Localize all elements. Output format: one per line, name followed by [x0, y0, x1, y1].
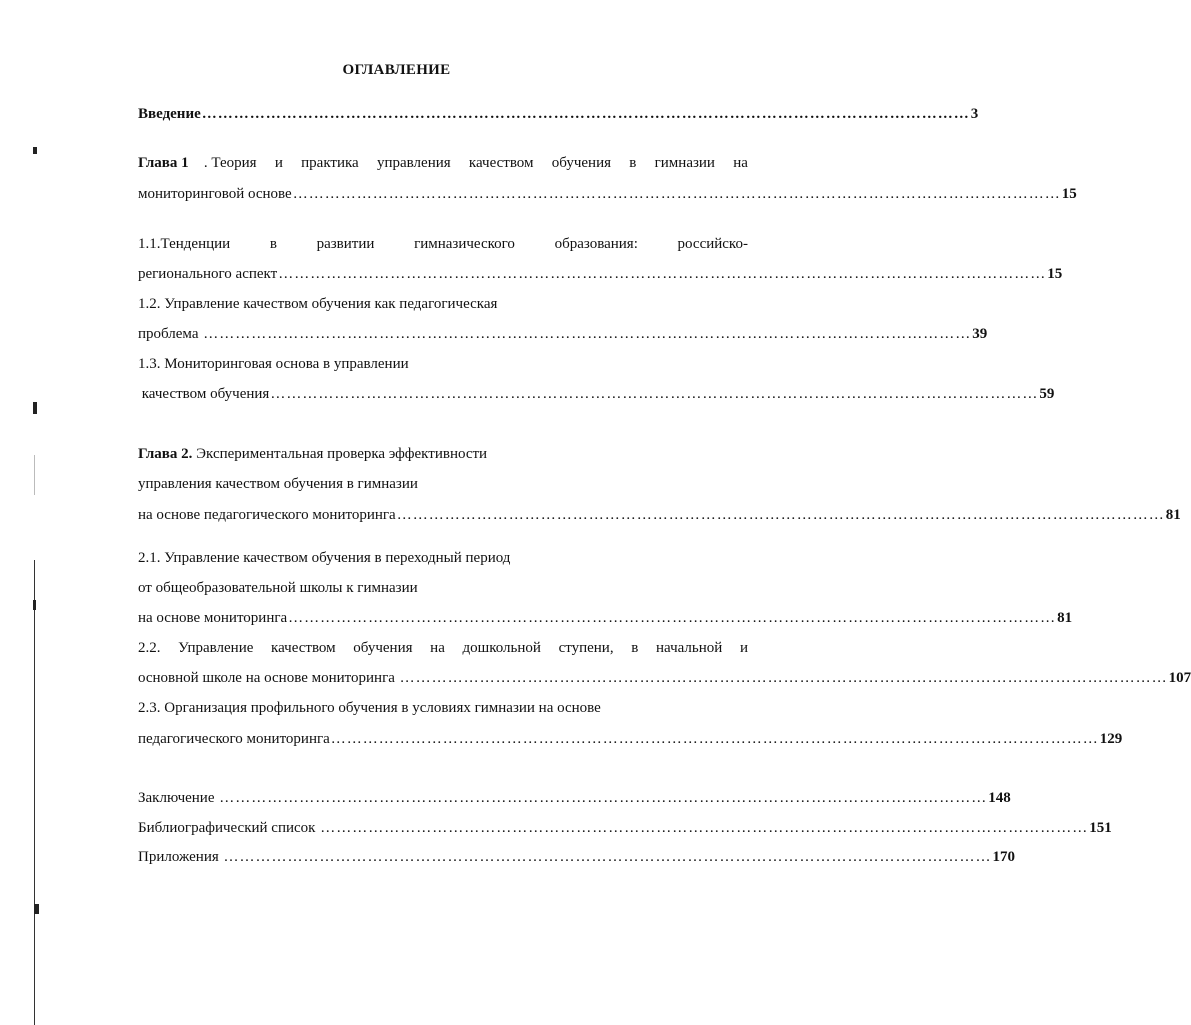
toc-section-1-3-line2	[138, 384, 1055, 404]
toc-word: 1.1.Тенденции	[138, 236, 231, 252]
toc-entry-introduction	[138, 104, 979, 124]
toc-label: на основе мониторинга	[138, 610, 288, 626]
toc-word: практика	[301, 155, 359, 171]
dot-leader: ………………………………………………………………………………………………………………………………	[399, 670, 1168, 686]
dot-leader: ………………………………………………………………………………………………………………………………	[320, 820, 1089, 836]
toc-word: Глава 1	[138, 155, 189, 171]
toc-chapter-title: Экспериментальная проверка эффективности	[192, 446, 488, 462]
toc-label: мониторинговой основе	[138, 186, 292, 202]
toc-page-number: 81	[1165, 507, 1181, 523]
scan-mark	[34, 904, 39, 914]
toc-chapter-2-line2: управления качеством обучения в гимназии	[138, 476, 418, 492]
toc-label: на основе педагогического мониторинга	[138, 507, 396, 523]
toc-word: качеством	[271, 640, 336, 656]
toc-entry-appendices	[138, 847, 1015, 867]
toc-page-number: 107	[1168, 670, 1191, 686]
toc-word: в	[631, 640, 639, 656]
toc-word: гимназии	[654, 155, 715, 171]
scan-mark	[33, 147, 37, 154]
toc-word: и	[739, 640, 748, 656]
toc-page-number: 3	[970, 106, 979, 122]
toc-word: управления	[376, 155, 451, 171]
dot-leader: ………………………………………………………………………………………………………………………………	[292, 186, 1061, 202]
toc-label: педагогического мониторинга	[138, 731, 330, 747]
toc-chapter-1-line2	[138, 184, 1077, 204]
toc-label: Приложения	[138, 849, 223, 865]
toc-word: качеством	[468, 155, 534, 171]
dot-leader: ………………………………………………………………………………………………………………………………	[330, 731, 1099, 747]
toc-word: . Теория	[203, 155, 257, 171]
toc-word: в	[629, 155, 637, 171]
toc-section-2-2-line1	[138, 638, 748, 658]
toc-word: образования:	[554, 236, 638, 252]
toc-word: гимназического	[414, 236, 515, 252]
dot-leader: ………………………………………………………………………………………………………………………………	[270, 386, 1039, 402]
toc-word: на	[430, 640, 445, 656]
dot-leader: ………………………………………………………………………………………………………………………………	[219, 790, 988, 806]
dot-leader: ………………………………………………………………………………………………………………………………	[223, 849, 992, 865]
toc-page-number: 129	[1099, 731, 1123, 747]
toc-label: Библиографический список	[138, 820, 320, 836]
toc-section-1-3-line1: 1.3. Мониторинговая основа в управлении	[138, 356, 409, 372]
toc-section-2-2-line2	[138, 668, 1191, 688]
toc-entry-bibliography	[138, 818, 1112, 838]
toc-section-2-3-line1: 2.3. Организация профильного обучения в условиях гимназии на основе	[138, 700, 601, 716]
toc-label: основной школе на основе мониторинга	[138, 670, 399, 686]
toc-label: Введение	[138, 106, 201, 122]
page-title: ОГЛАВЛЕНИЕ	[342, 62, 451, 78]
toc-section-2-3-line2	[138, 729, 1123, 749]
toc-word: обучения	[353, 640, 413, 656]
toc-word: ступени,	[558, 640, 614, 656]
toc-word: обучения	[551, 155, 611, 171]
toc-page-number: 39	[972, 326, 988, 342]
toc-chapter-1-line1	[138, 153, 748, 173]
toc-section-2-1-line3	[138, 608, 1073, 628]
dot-leader: ………………………………………………………………………………………………………………………………	[288, 610, 1057, 626]
toc-word: развитии	[316, 236, 375, 252]
toc-chapter-2-line1	[138, 444, 748, 464]
scan-mark	[33, 600, 36, 610]
dot-leader: ………………………………………………………………………………………………………………………………	[396, 507, 1165, 523]
scan-margin-line	[34, 560, 35, 1025]
toc-page-number: 170	[992, 849, 1015, 865]
toc-word: российско-	[677, 236, 748, 252]
toc-page-number: 81	[1057, 610, 1073, 626]
toc-word: на	[733, 155, 748, 171]
toc-word: начальной	[656, 640, 723, 656]
dot-leader: ………………………………………………………………………………………………………………………………	[203, 326, 972, 342]
scan-mark	[33, 402, 37, 414]
toc-entry-conclusion	[138, 788, 1011, 808]
toc-section-1-2-line1: 1.2. Управление качеством обучения как педагогическая	[138, 296, 498, 312]
toc-word: дошкольной	[462, 640, 541, 656]
toc-word: Управление	[178, 640, 254, 656]
toc-label: проблема	[138, 326, 203, 342]
toc-section-1-1-line2	[138, 264, 1063, 284]
toc-chapter-2-line3	[138, 505, 1181, 525]
toc-label: качеством обучения	[138, 386, 270, 402]
toc-section-2-1-line2: от общеобразовательной школы к гимназии	[138, 580, 418, 596]
toc-section-1-2-line2	[138, 324, 988, 344]
dot-leader: ………………………………………………………………………………………………………………………………	[278, 266, 1047, 282]
toc-label: Заключение	[138, 790, 219, 806]
toc-word: и	[274, 155, 283, 171]
toc-section-1-1-line1	[138, 234, 748, 254]
toc-word: 2.2.	[138, 640, 161, 656]
toc-page-number: 148	[988, 790, 1011, 806]
toc-chapter-label: Глава 2.	[138, 446, 193, 462]
dot-leader: ………………………………………………………………………………………………………………………………	[201, 106, 970, 122]
toc-page-number: 15	[1061, 186, 1077, 202]
toc-section-2-1-line1: 2.1. Управление качеством обучения в переходный период	[138, 550, 511, 566]
scan-margin-line	[34, 455, 35, 495]
toc-page-number: 15	[1047, 266, 1063, 282]
toc-label: регионального аспект	[138, 266, 278, 282]
toc-page-number: 151	[1089, 820, 1112, 836]
toc-word: в	[269, 236, 277, 252]
toc-page-number: 59	[1039, 386, 1055, 402]
